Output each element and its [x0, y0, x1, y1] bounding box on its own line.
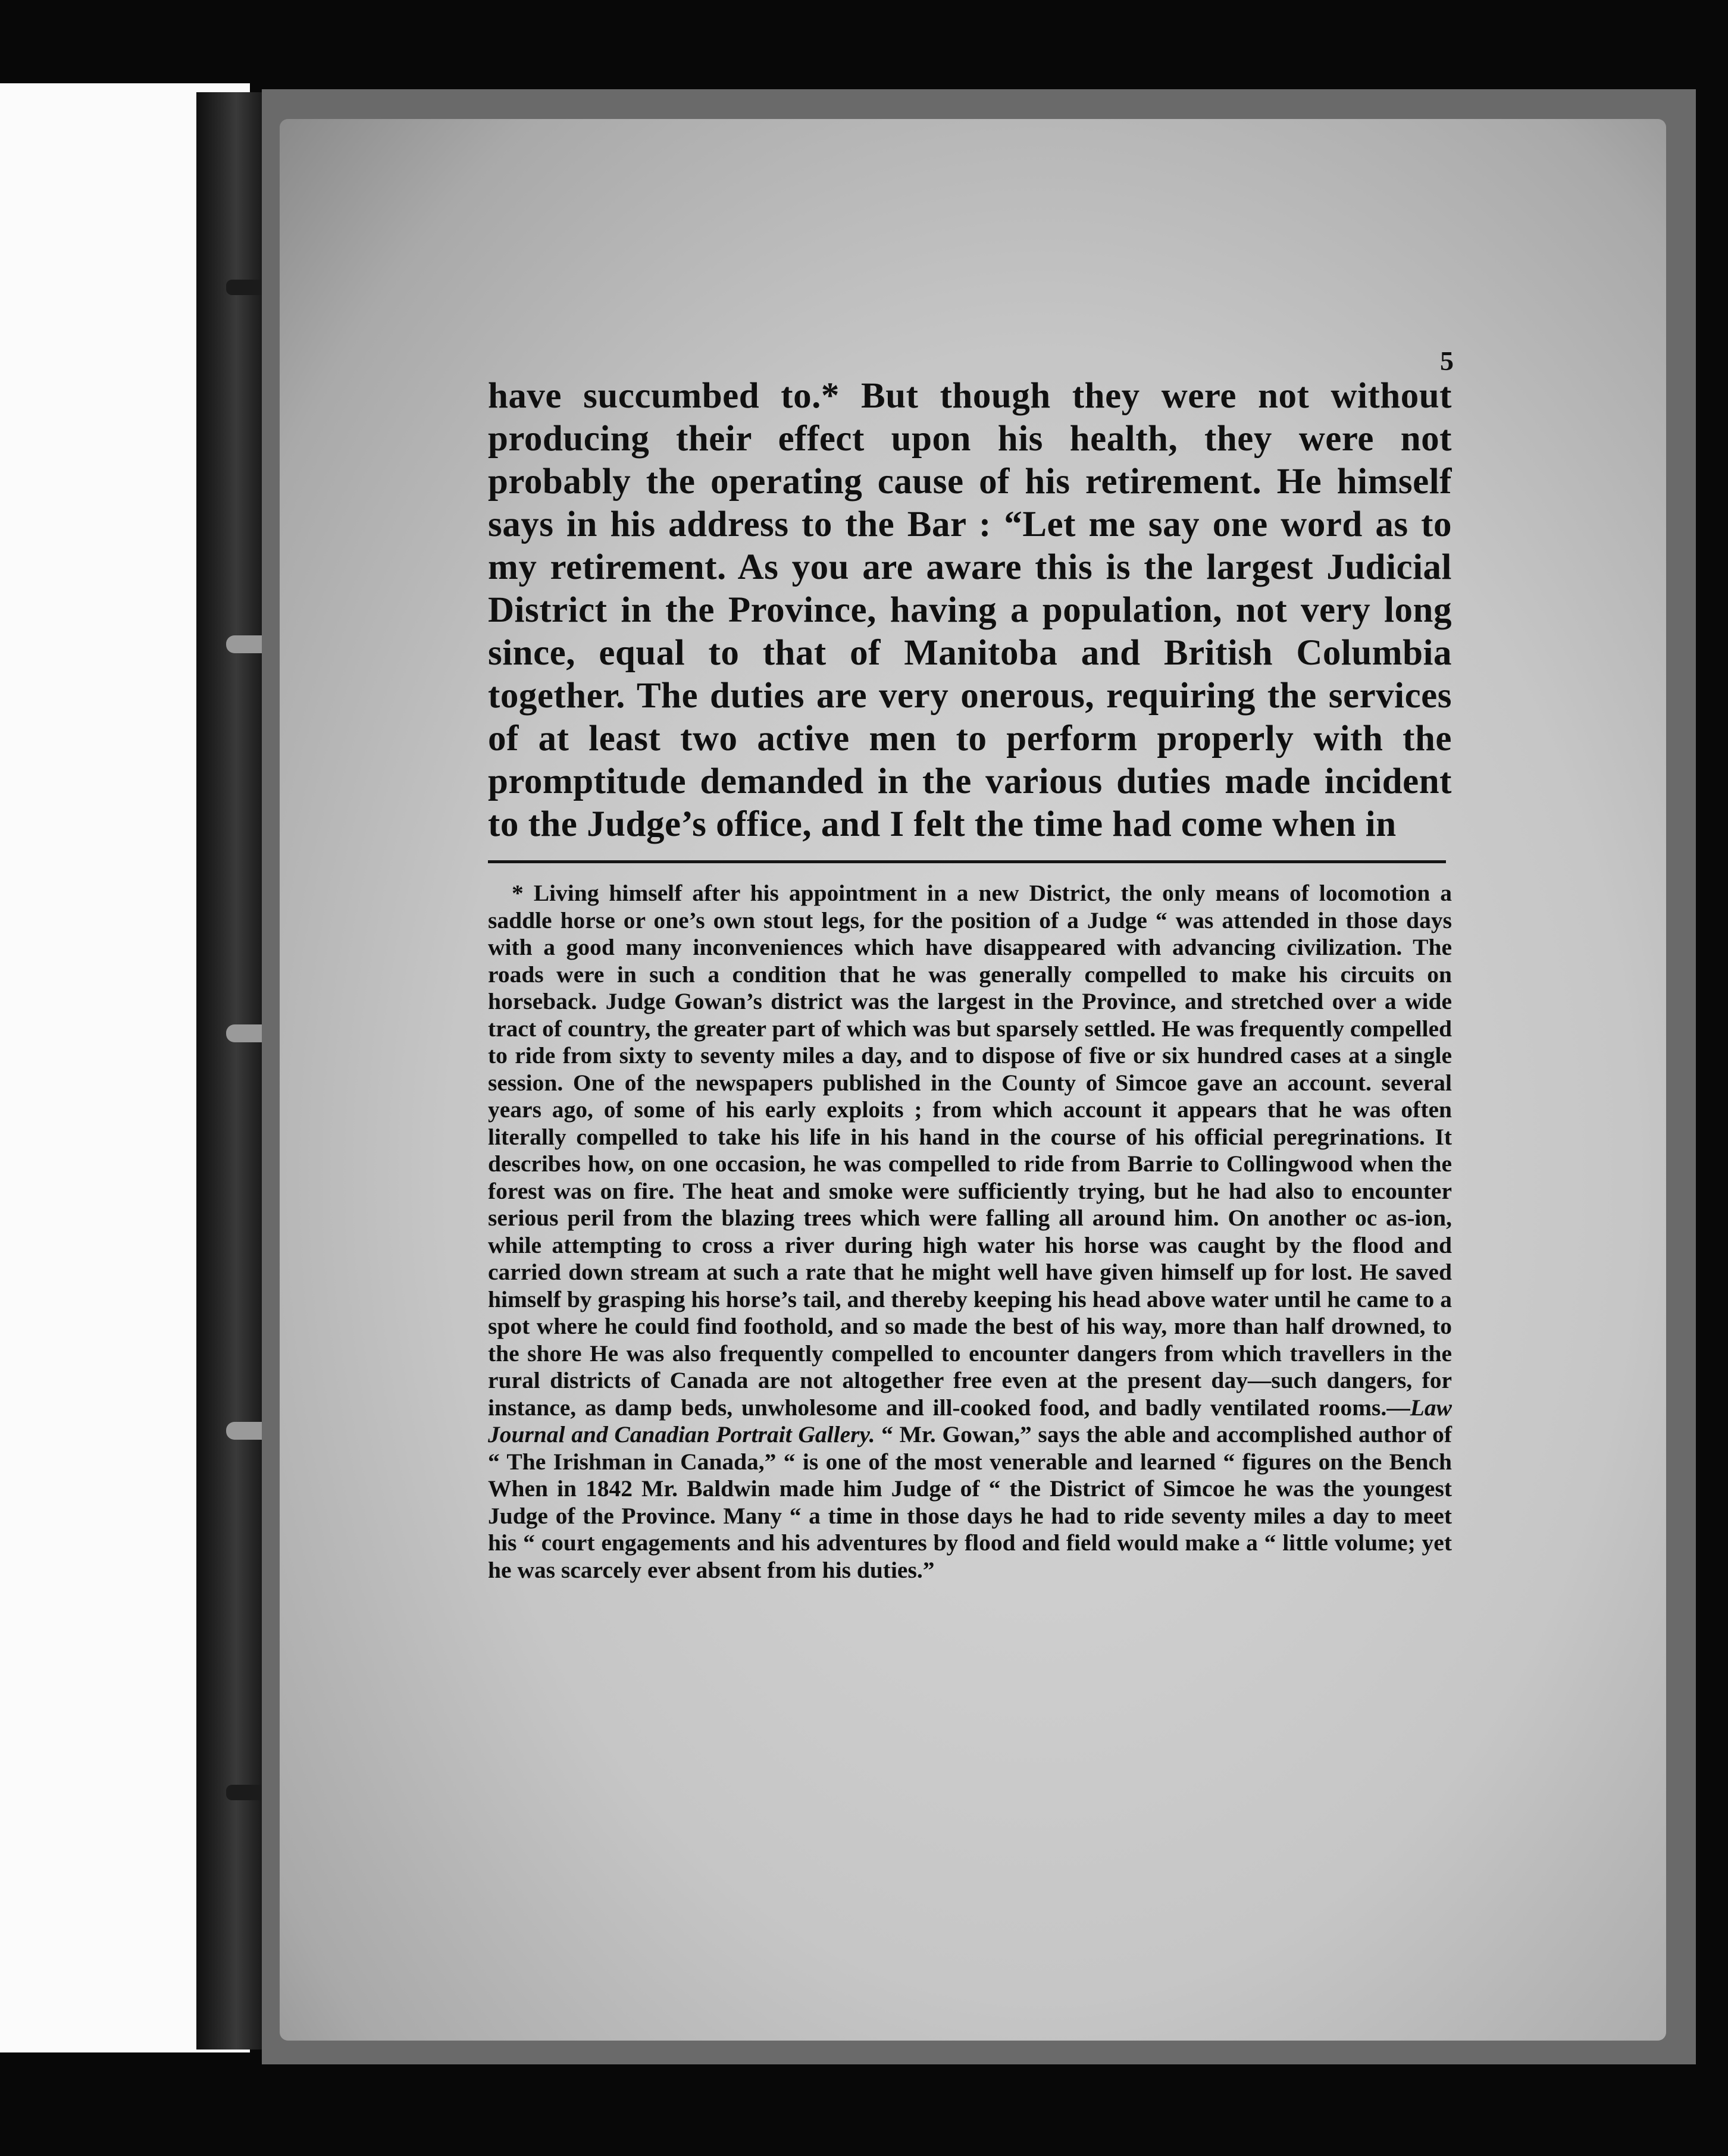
footnote-text: * Living himself after his appointment in a new District, the only means of locomotion a saddle horse or one’s own stout legs, for the position of a Judge “ was attended in those days with a good many inconveniences which have disappeared with advancing civilization. The roads were in such a condition that he was generally compelled to make his circuits on horseback. Judge Gowan’s district was the largest in the Province, and stretched over a wide tract of country, the greater part of which was but sparsely settled. He was frequently compelled to ride from sixty to seventy miles a day, and to dispose of five or six hundred cases at a single session. One of the newspapers published in the County of Simcoe gave an account. several years ago, of some of his early exploits ; from which account it appears that he was often literally compelled to take his life in his hand in the course of his official peregrinations. It describes how, on one occasion, he was compelled to ride from Barrie to Collingwood when the forest was on fire. The heat and smoke were sufficiently trying, but he had also to encounter serious peril from the blazing trees which were falling all around him. On another oc as-ion, while attempting to cross a river during high water his horse was caught by the flood and carried down stream at such a rate that he might well have given himself up for lost. He saved himself by grasping his horse’s tail, and thereby keeping his head above water until he came to a spot where he could find foothold, and so made the best of his way, more than half drowned, to the shore He was also frequently compelled to encounter dangers from which travellers in the rural districts of Canada are not altogether free even at the present day—such dangers, for instance, as damp beds, unwholesome and ill-cooked food, and badly ventilated rooms.— — [488, 880, 1452, 1421]
page-text-block — [488, 351, 1452, 1584]
body-paragraph: have succumbed to.* But though they were not without producing their effect upon his health, they were not probably the operating cause of his retirement. He himself says in his address to the Bar : “Let me say one word as to my retirement. As you are aware this is the largest Judicial District in the Province, having a population, not very long since, equal to that of Manitoba and British Columbia together. The duties are very onerous, requiring the services of at least two active men to perform properly with the promptitude demanded in the various duties made incident to the Judge’s office, and I felt the time had come when in — [488, 376, 1452, 844]
footnote-citation: Law Journal and Canadian Portrait Gallery. — [488, 1394, 1452, 1447]
book-binding — [196, 92, 263, 2050]
page-number: 5 — [1440, 346, 1454, 376]
footnote-divider — [488, 860, 1446, 863]
footnote-quote: “ Mr. Gowan,” says the able and accomplished author of “ The Irishman in Canada,” “ is one of the most venerable and learned “ figures on the Bench When in 1842 Mr. Baldwin made him Judge of “ the District of Simcoe he was the youngest Judge of the Province. Many “ a time in those days he had to ride seventy miles a day to meet his “ court engagements and his adventures by flood and field would make a “ little volume; yet he was scarcely ever absent from his duties.” — [488, 1421, 1452, 1583]
footnote — [488, 880, 1452, 1584]
